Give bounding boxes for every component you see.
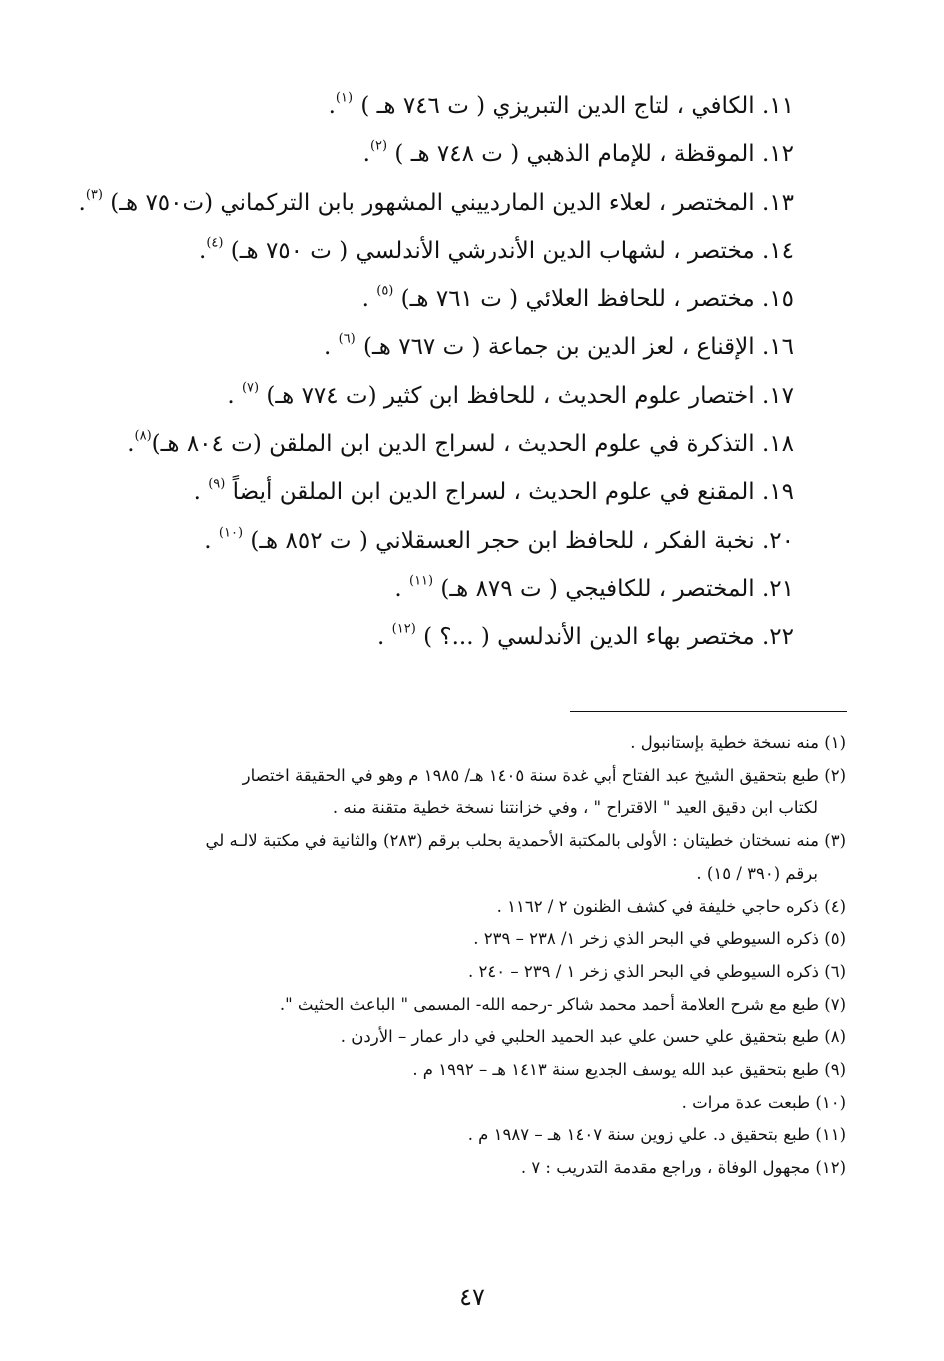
footnote-ref: (٦): [338, 331, 356, 347]
footnote-ref: (١١): [408, 573, 434, 589]
footnote: (١١) طبع بتحقيق د. علي زوين سنة ١٤٠٧ هـ – ١٩٨٧ م .: [467, 1125, 846, 1145]
footnote-ref: (١٢): [391, 621, 416, 637]
footnote-ref: (٣): [85, 186, 103, 202]
footnote: [76, 760, 846, 825]
list-item: ١٩. المقنع في علوم الحديث ، لسراج الدين ابن الملقن أيضاً $^{(٩)}$ .: [193, 476, 794, 506]
footnote-ref: (١٠): [218, 524, 244, 540]
footnote-ref: (٤): [206, 235, 224, 251]
footnote-line: (٣) منه نسختان خطيتان : الأولى بالمكتبة الأحمدية بحلب برقم (٢٨٣) والثانية في مكتبة لالـه لي: [205, 831, 846, 851]
footnote: (٥) ذكره السيوطي في البحر الذي زخر ١/ ٢٣٨ – ٢٣٩ .: [473, 929, 846, 949]
footnote-continuation: لكتاب ابن دقيق العيد " الاقتراح " ، وفي خزانتنا نسخة خطية متقنة منه .: [332, 798, 818, 818]
list-item: ٢١. المختصر ، للكافيجي ( ت ٨٧٩ هـ) $^{(١١)}$ .: [394, 573, 794, 602]
book-list: [78, 82, 794, 662]
list-item: ١٧. اختصار علوم الحديث ، للحافظ ابن كثير (ت ٧٧٤ هـ) $^{(٧)}$ .: [227, 380, 794, 409]
list-item: ١٤. مختصر ، لشهاب الدين الأندرشي الأندلسي ( ت ٧٥٠ هـ) $^{(٤)}$.: [199, 235, 794, 264]
footnote: (١٠) طبعت عدة مرات .: [681, 1092, 846, 1112]
footnotes: [76, 727, 846, 1185]
footnote-ref: (١): [335, 90, 354, 106]
list-item: ١٨. التذكرة في علوم الحديث ، لسراج الدين ابن الملقن (ت ٨٠٤ هـ)$^{(٨)}$.: [127, 428, 794, 458]
footnote: (٨) طبع بتحقيق علي حسن علي عبد الحميد الحلبي في دار عمار – الأردن .: [340, 1027, 846, 1047]
list-item: ٢٠. نخبة الفكر ، للحافظ ابن حجر العسقلاني ( ت ٨٥٢ هـ) $^{(١٠)}$ .: [204, 524, 794, 554]
footnote: (٩) طبع بتحقيق عبد الله يوسف الجديع سنة ١٤١٣ هـ – ١٩٩٢ م .: [412, 1060, 846, 1080]
footnote: [76, 825, 846, 890]
footnote: (١) منه نسخة خطية بإستانبول .: [630, 733, 846, 752]
footnote: (١٢) مجهول الوفاة ، وراجع مقدمة التدريب : ٧ .: [520, 1158, 846, 1178]
page-number: ٤٧: [459, 1283, 485, 1311]
footnote: (٤) ذكره حاجي خليفة في كشف الظنون ٢ / ١١٦٢ .: [496, 896, 846, 916]
footnote-divider: [570, 711, 847, 712]
list-item: ١٢. الموقظة ، للإمام الذهبي ( ت ٧٤٨ هـ ) $^{(٢)}$.: [362, 138, 794, 168]
list-item: ١١. الكافي ، لتاج الدين التبريزي ( ت ٧٤٦ هـ ) $^{(١)}$.: [328, 90, 794, 119]
footnote: (٧) طبع مع شرح العلامة أحمد محمد شاكر -رحمه الله- المسمى " الباعث الحثيث ".: [279, 994, 846, 1014]
footnote-ref: (٢): [369, 138, 388, 154]
footnote: (٦) ذكره السيوطي في البحر الذي زخر ١ / ٢٣٩ – ٢٤٠ .: [468, 961, 846, 981]
list-item: ٢٢. مختصر بهاء الدين الأندلسي ( ...؟ ) $^{(١٢)}$ .: [377, 621, 794, 651]
footnote-ref: (٥): [376, 283, 394, 299]
list-item: ١٣. المختصر ، لعلاء الدين الماردييني المشهور بابن التركماني (ت٧٥٠ هـ) $^{(٣)}$.: [78, 186, 794, 216]
footnote-line: (٢) طبع بتحقيق الشيخ عبد الفتاح أبي غدة سنة ١٤٠٥ هـ/ ١٩٨٥ م وهو في الحقيقة اختصار: [242, 765, 846, 785]
footnote-ref: (٨): [134, 428, 152, 444]
list-item: ١٥. مختصر ، للحافظ العلائي ( ت ٧٦١ هـ) $^{(٥)}$ .: [361, 283, 794, 313]
footnote-ref: (٩): [208, 476, 226, 492]
footnote-continuation: برقم (٣٩٠ / ١٥) .: [696, 863, 818, 883]
footnote-ref: (٧): [241, 380, 260, 396]
list-item: ١٦. الإقناع ، لعز الدين بن جماعة ( ت ٧٦٧ هـ) $^{(٦)}$ .: [323, 331, 794, 361]
